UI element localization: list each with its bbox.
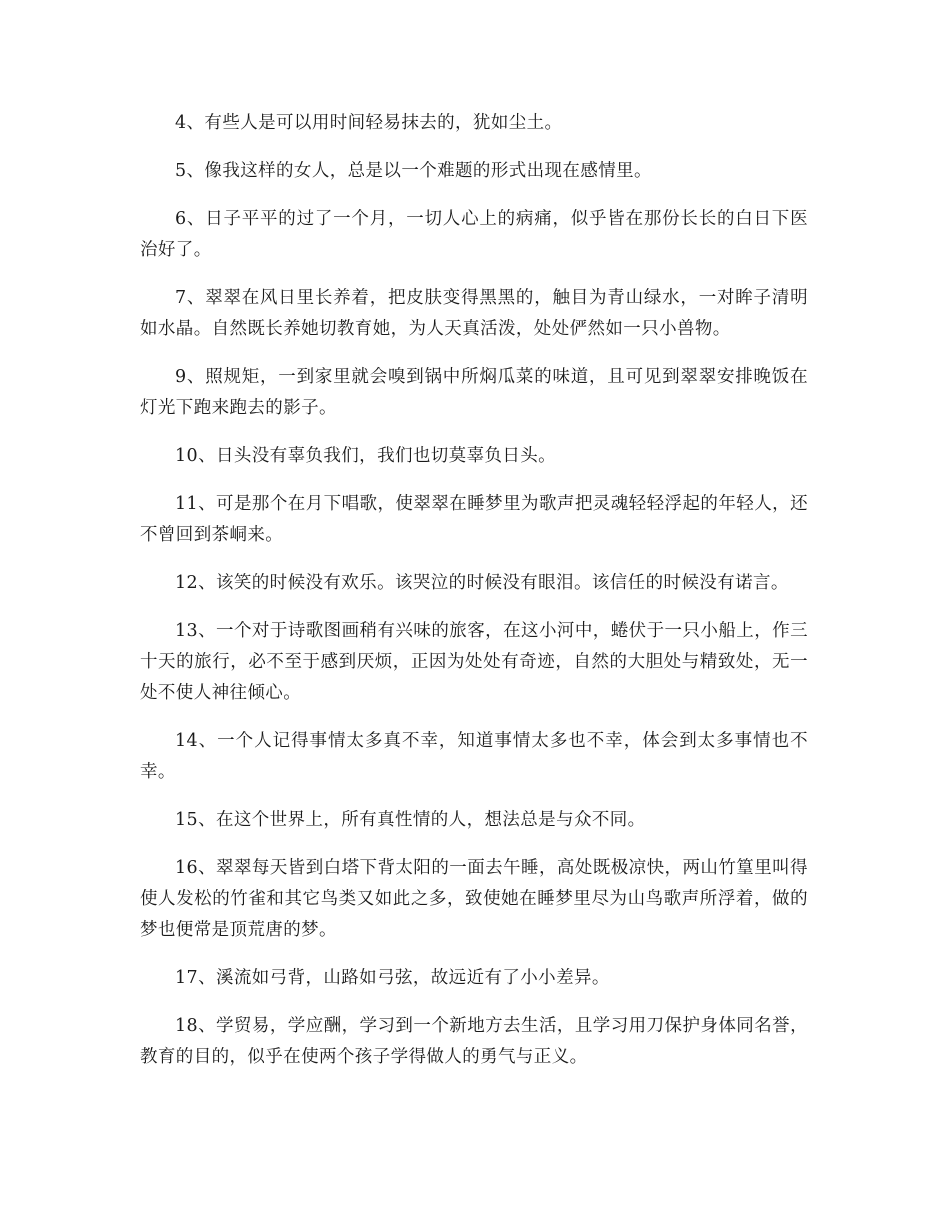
quote-paragraph-6: 6、日子平平的过了一个月，一切人心上的病痛，似乎皆在那份长长的白日下医治好了。 — [140, 209, 808, 260]
quote-paragraph-11: 11、可是那个在月下唱歌，使翠翠在睡梦里为歌声把灵魂轻轻浮起的年轻人，还不曾回到茶峒来。 — [140, 494, 808, 545]
quote-paragraph-9: 9、照规矩，一到家里就会嗅到锅中所焖瓜菜的味道，且可见到翠翠安排晚饭在灯光下跑来跑去的影子。 — [140, 367, 808, 418]
quote-paragraph-18: 18、学贸易，学应酬，学习到一个新地方去生活，且学习用刀保护身体同名誉，教育的目的，似乎在使两个孩子学得做人的勇气与正义。 — [140, 1016, 808, 1067]
quote-paragraph-16: 16、翠翠每天皆到白塔下背太阳的一面去午睡，高处既极凉快，两山竹篁里叫得使人发松的竹雀和其它鸟类又如此之多，致使她在睡梦里尽为山鸟歌声所浮着，做的梦也便常是顶荒唐的梦。 — [140, 858, 808, 940]
quote-paragraph-17: 17、溪流如弓背，山路如弓弦，故远近有了小小差异。 — [175, 968, 610, 988]
quote-paragraph-14: 14、一个人记得事情太多真不幸，知道事情太多也不幸，体会到太多事情也不幸。 — [140, 731, 808, 782]
quote-paragraph-10: 10、日头没有辜负我们，我们也切莫辜负日头。 — [175, 446, 557, 466]
quote-paragraph-5: 5、像我这样的女人，总是以一个难题的形式出现在感情里。 — [175, 161, 652, 181]
quote-paragraph-12: 12、该笑的时候没有欢乐。该哭泣的时候没有眼泪。该信任的时候没有诺言。 — [175, 573, 789, 593]
quote-paragraph-4: 4、有些人是可以用时间轻易抹去的，犹如尘土。 — [175, 113, 563, 133]
quote-paragraph-13: 13、一个对于诗歌图画稍有兴味的旅客，在这小河中，蜷伏于一只小船上，作三十天的旅行，必不至于感到厌烦，正因为处处有奇迹，自然的大胆处与精致处，无一处不使人神往倾心。 — [140, 621, 808, 703]
quote-paragraph-15: 15、在这个世界上，所有真性情的人，想法总是与众不同。 — [175, 810, 646, 830]
document-page — [140, 108, 808, 1090]
quote-paragraph-7: 7、翠翠在风日里长养着，把皮肤变得黑黑的，触目为青山绿水，一对眸子清明如水晶。自然既长养她切教育她，为人天真活泼，处处俨然如一只小兽物。 — [140, 288, 808, 339]
